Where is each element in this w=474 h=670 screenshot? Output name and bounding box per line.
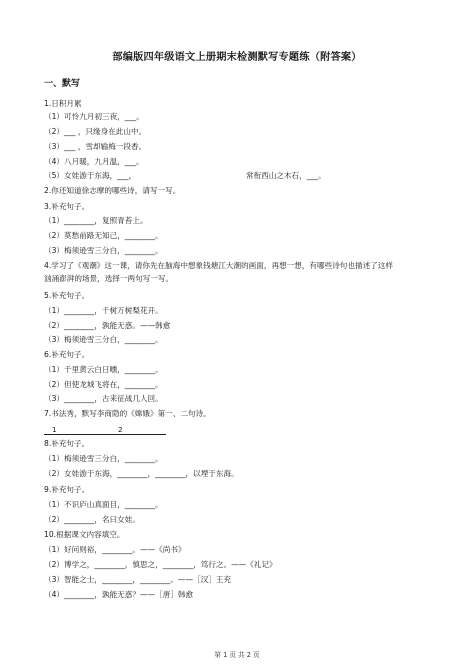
- question-7: 7.书法秀，默写李商隐的《嫦娥》第一、二句诗。: [44, 409, 211, 418]
- question-6: 6.补充句子。: [44, 350, 90, 359]
- question-9: 9.补充句子。: [44, 485, 90, 494]
- question-4-cont: 汹涌澎湃的场景，选择一两句写一写。: [44, 274, 174, 283]
- question-5-3: （3）梅须逊雪三分白，________。: [44, 335, 163, 344]
- page-footer: 第 1 页 共 2 页: [214, 651, 260, 659]
- answer-marker-1: 1: [52, 425, 57, 434]
- question-4: 4.学习了《观潮》这一课，请你先在脑海中想象钱塘江大潮的画面，再想一想，有哪些诗句也描述了这样: [44, 261, 393, 270]
- question-1: 1.日积月累: [44, 99, 82, 108]
- question-1-1: （1）可怜九月初三夜，___。: [44, 112, 144, 121]
- question-10-4: （4）________，孰能无惑？——［唐］韩愈: [44, 590, 194, 599]
- question-3-1: （1）________，复照青苔上。: [44, 216, 148, 225]
- question-1-2: （2）___ ，只缘身在此山中。: [44, 127, 147, 136]
- question-3-3: （3）梅须逊雪三分白，________。: [44, 246, 163, 255]
- answer-marker-2: 2: [118, 425, 123, 434]
- question-10: 10.根据课文内容填空。: [44, 530, 125, 539]
- question-3-2: （2）莫愁前路无知己，________。: [44, 231, 163, 240]
- question-1-3: （3）___ ，雪却输梅一段香。: [44, 142, 147, 151]
- answer-line-7: [44, 424, 166, 435]
- question-10-1: （1）好问则裕，________。——《尚书》: [44, 545, 186, 554]
- question-9-2: （2）________，名曰女娃。: [44, 515, 140, 524]
- page-title: 部编版四年级语文上册期末检测默写专题练（附答案）: [112, 52, 362, 63]
- question-9-1: （1）不识庐山真面目，________。: [44, 500, 163, 509]
- question-5-2: （2）________，孰能无惑。——韩愈: [44, 321, 171, 330]
- question-1-4: （4）八月暖，九月温，___。: [44, 157, 144, 166]
- question-8-1: （1）梅须逊雪三分白，________。: [44, 454, 163, 463]
- question-8: 8.补充句子。: [44, 439, 90, 448]
- question-8-2: （2）女娃游于东海，________，________，以堙于东海。: [44, 469, 239, 478]
- question-2: 2.你还知道徐志摩的哪些诗，请写一写。: [44, 186, 181, 195]
- question-1-5-tail: 常衔西山之木石，___。: [246, 171, 326, 180]
- question-3: 3.补充句子。: [44, 202, 90, 211]
- question-6-2: （2）但使龙城飞将在，________。: [44, 380, 163, 389]
- question-1-5: （5）女娃游于东海，___，: [44, 171, 137, 180]
- question-6-3: （3）________，古来征战几人回。: [44, 394, 163, 403]
- question-10-3: （3）智能之士，________，________。——［汉］王充: [44, 575, 232, 584]
- question-6-1: （1）千里黄云白日曛，________。: [44, 365, 163, 374]
- question-5-1: （1）________，千树万树梨花开。: [44, 306, 163, 315]
- question-5: 5.补充句子。: [44, 291, 90, 300]
- question-10-2: （2）博学之，________，慎思之，________，笃行之。——《礼记》: [44, 560, 277, 569]
- section-heading: 一、默写: [44, 79, 81, 89]
